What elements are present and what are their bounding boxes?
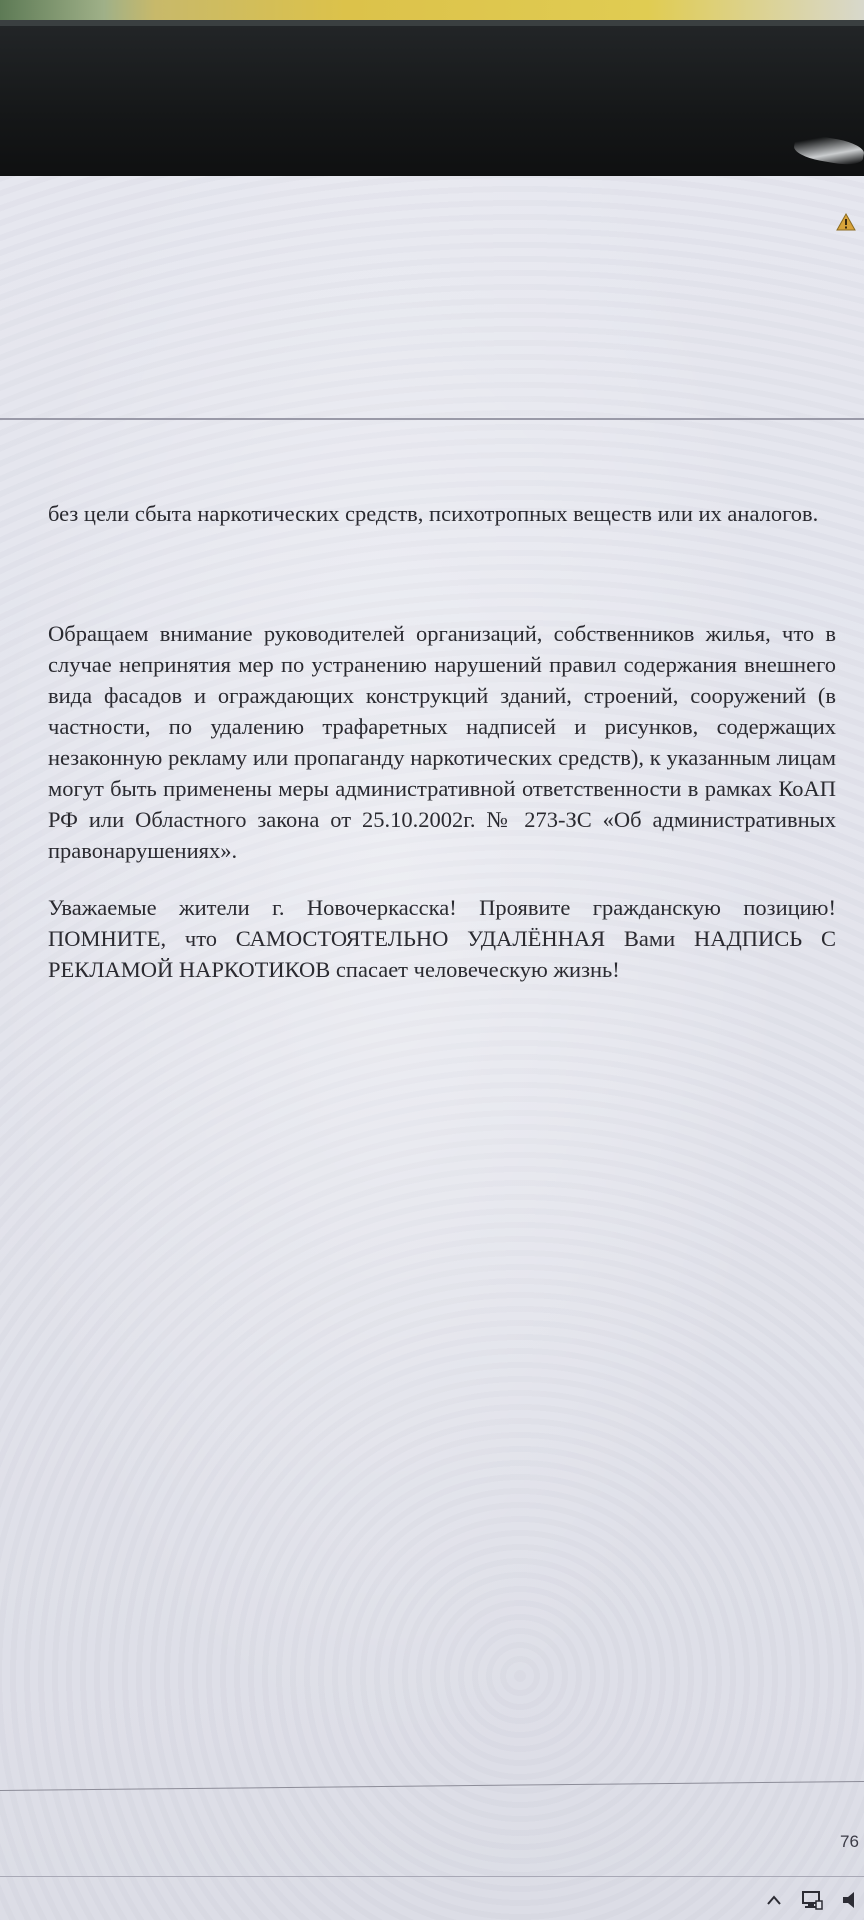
monitor-screen [0, 176, 864, 1920]
document-page[interactable] [0, 420, 864, 1800]
taskbar-border [0, 1876, 864, 1877]
paragraph-notice-to-owners: Обращаем внимание руководителей организаций, собственников жилья, что в случае непринятия мер по устранению нарушений правил содержания внешнего вида фасадов и ограждающих конструкций зданий, строений, сооружений (в частности, по удалению трафаретных надписей и рисунков, содержащих незаконную рекламу или пропаганду наркотических средств), к указанным лицам могут быть применены меры административной ответственности в рамках КоАП РФ или Областного закона от 25.10.2002г. № 273-ЗС «Об административных правонарушениях». [48, 621, 836, 863]
paragraph-drug-analogs: без цели сбыта наркотических средств, психотропных веществ или их аналогов. [48, 501, 819, 526]
warning-triangle-icon[interactable] [836, 212, 856, 232]
zoom-readout: 76 [840, 1832, 859, 1851]
paragraph-appeal-to-residents: Уважаемые жители г. Новочеркасска! Проявите гражданскую позицию! ПОМНИТЕ, что САМОСТОЯТЕЛЬНО УДАЛЁННАЯ Вами НАДПИСЬ С РЕКЛАМОЙ НАРКОТИКОВ спасает человеческую жизнь! [48, 895, 836, 982]
monitor-bezel [0, 26, 864, 176]
background-environment [0, 0, 864, 26]
tray-network-button[interactable] [800, 1886, 824, 1914]
bezel-glare [792, 132, 864, 168]
network-monitor-icon [801, 1889, 823, 1911]
tray-volume-button[interactable] [838, 1886, 862, 1914]
chevron-up-icon [766, 1894, 782, 1906]
tray-chevron-button[interactable] [762, 1886, 786, 1914]
speaker-icon [841, 1889, 859, 1911]
system-tray [762, 1880, 864, 1920]
